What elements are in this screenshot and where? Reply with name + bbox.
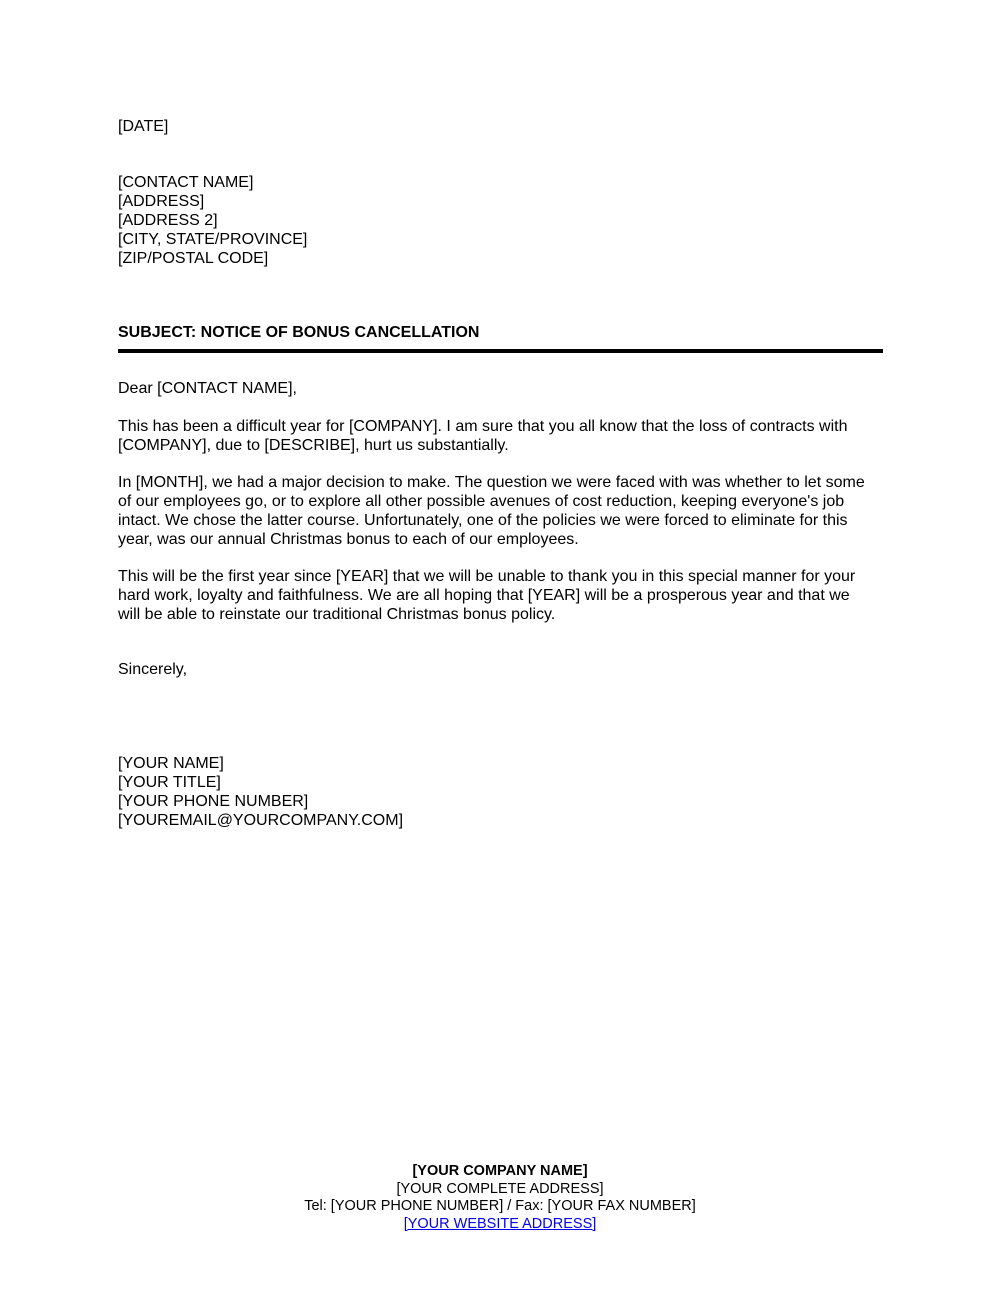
body-paragraph-3 — [118, 567, 888, 624]
paragraph-line: year, was our annual Christmas bonus to each of our employees. — [118, 531, 579, 548]
subject-line — [118, 323, 888, 342]
paragraph-line: of our employees go, or to explore all other possible avenues of cost reduction, keeping everyone's job — [118, 493, 845, 510]
recipient-city-state: [CITY, STATE/PROVINCE] — [118, 231, 308, 248]
signature-name: [YOUR NAME] — [118, 755, 224, 772]
paragraph-line: intact. We chose the latter course. Unfortunately, one of the policies we were forced to eliminate for this — [118, 512, 848, 529]
signature-title: [YOUR TITLE] — [118, 774, 221, 791]
subject-text: SUBJECT: NOTICE OF BONUS CANCELLATION — [118, 324, 480, 341]
signature-phone: [YOUR PHONE NUMBER] — [118, 793, 309, 810]
subject-divider — [118, 349, 883, 353]
paragraph-line: This has been a difficult year for [COMPANY]. I am sure that you all know that the loss of contracts with — [118, 418, 848, 435]
paragraph-line: will be able to reinstate our traditional Christmas bonus policy. — [118, 606, 556, 623]
body-paragraph-2 — [118, 473, 888, 549]
body-paragraph-1 — [118, 417, 888, 455]
letterhead-footer — [0, 1163, 1000, 1233]
signature-block — [118, 754, 888, 830]
recipient-contact-name: [CONTACT NAME] — [118, 174, 254, 191]
recipient-address — [118, 173, 888, 268]
paragraph-line: In [MONTH], we had a major decision to make. The question we were faced with was whether to let some — [118, 474, 865, 491]
footer-contact: Tel: [YOUR PHONE NUMBER] / Fax: [YOUR FAX NUMBER] — [304, 1198, 696, 1214]
paragraph-line: hard work, loyalty and faithfulness. We are all hoping that [YEAR] will be a prosperous year and that we — [118, 587, 850, 604]
recipient-zip: [ZIP/POSTAL CODE] — [118, 250, 269, 267]
date-text: [DATE] — [118, 118, 169, 135]
salutation-text: Dear [CONTACT NAME], — [118, 380, 297, 397]
signature-email: [YOUREMAIL@YOURCOMPANY.COM] — [118, 812, 404, 829]
paragraph-line: [COMPANY], due to [DESCRIBE], hurt us substantially. — [118, 437, 509, 454]
closing — [118, 660, 888, 679]
paragraph-line: This will be the first year since [YEAR] that we will be unable to thank you in this special manner for your — [118, 568, 856, 585]
footer-company-name: [YOUR COMPANY NAME] — [412, 1163, 588, 1179]
closing-text: Sincerely, — [118, 661, 188, 678]
salutation — [118, 379, 888, 398]
footer-address: [YOUR COMPLETE ADDRESS] — [396, 1180, 604, 1197]
letter-date — [118, 117, 888, 136]
footer-website-link[interactable]: [YOUR WEBSITE ADDRESS] — [403, 1215, 597, 1232]
recipient-address-line-2: [ADDRESS 2] — [118, 212, 218, 229]
recipient-address-line-1: [ADDRESS] — [118, 193, 205, 210]
